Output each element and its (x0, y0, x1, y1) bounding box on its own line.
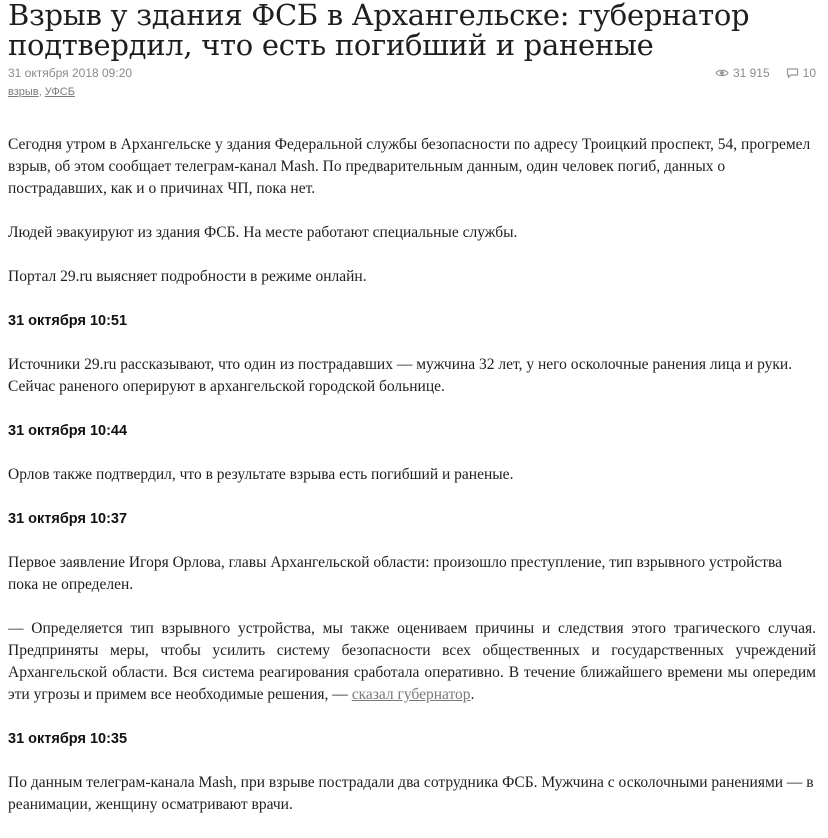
paragraph: Сегодня утром в Архангельске у здания Федеральной службы безопасности по адресу Троицкий проспект, 54, прогремел взрыв, об этом сообщает телеграм-канал Mash. По предварительным данным, один человек погиб, данных о пострадавших, как и о причинах ЧП, пока нет. (8, 136, 811, 197)
tag-list (8, 86, 816, 102)
quote-end: . (470, 686, 475, 703)
update-timestamp: 31 октября 10:35 (8, 731, 128, 747)
comments-count[interactable]: 10 (802, 66, 816, 80)
speech-bubble-icon[interactable] (786, 67, 799, 79)
paragraph: По данным телеграм-канала Mash, при взрыве пострадали два сотрудника ФСБ. Мужчина с осколочными ранениями — в реанимации, женщину осматривают врачи. (8, 774, 814, 813)
quote-text: — Определяется тип взрывного устройства, мы также оцениваем причины и следствия этого трагического случая. Предприняты меры, чтобы усилить систему безопасности всех общественных и государственных учреждений Архангельской области. Вся система реагирования сработала оперативно. В течение ближайшего времени мы опередим эти угрозы и примем все необходимые решения, — (8, 620, 816, 703)
paragraph: Людей эвакуируют из здания ФСБ. На месте работают специальные службы. (8, 224, 518, 241)
publish-date: 31 октября 2018 09:20 (8, 66, 133, 80)
paragraph: Источники 29.ru рассказывают, что один из пострадавших — мужчина 32 лет, у него осколочные ранения лица и руки. Сейчас раненого оперируют в архангельской городской больнице. (8, 356, 793, 395)
tag-link[interactable]: взрыв (8, 86, 39, 98)
article-title: Взрыв у здания ФСБ в Архангельске: губернатор подтвердил, что есть погибший и раненые (8, 0, 750, 62)
paragraph: Портал 29.ru выясняет подробности в режиме онлайн. (8, 268, 367, 285)
views-count: 31 915 (732, 66, 770, 80)
update-timestamp: 31 октября 10:37 (8, 511, 128, 527)
tag-link[interactable]: УФСБ (44, 86, 75, 98)
update-timestamp: 31 октября 10:44 (8, 423, 128, 439)
update-timestamp: 31 октября 10:51 (8, 313, 128, 329)
article-stats (715, 66, 816, 80)
paragraph: Первое заявление Игоря Орлова, главы Архангельской области: произошло преступление, тип взрывного устройства пока не определен. (8, 554, 783, 593)
source-link[interactable]: сказал губернатор (351, 686, 471, 703)
quote-paragraph (8, 618, 816, 706)
meta-row (8, 66, 816, 86)
tag-separator: , (38, 86, 45, 98)
paragraph: Орлов также подтвердил, что в результате взрыва есть погибший и раненые. (8, 466, 514, 483)
article-body (8, 134, 816, 816)
eye-icon (715, 68, 729, 78)
article (8, 0, 816, 838)
